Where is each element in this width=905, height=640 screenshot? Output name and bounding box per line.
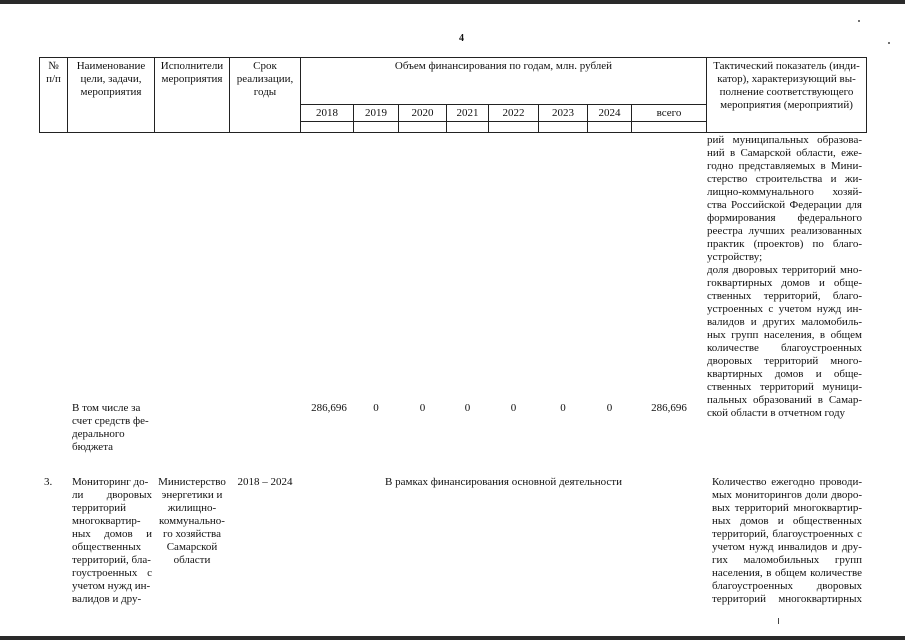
subtotal-value-2022: 0	[510, 402, 517, 414]
text-line: пальных образований в Самар-	[707, 394, 862, 406]
header-year-2024: 2024	[598, 107, 621, 119]
row3-indicator: Количество ежегодно проводи- мых мониторингов доли дворо- вых территорий многоквартир- ных домов и общественных территорий, благоустроенных с учетом нужд инвалидов и дру- гих маломобильных групп населения, в общем количестве благоустроенных дворовых территорий многоквартирных	[712, 476, 862, 605]
text-line: практик (проектов) по благо-	[707, 238, 862, 250]
header-funding: Объем финансирования по годам, млн. рублей	[394, 60, 613, 72]
text-line: ства Российской Федерации для	[707, 199, 862, 211]
header-term: Срок реализации, годы	[236, 60, 294, 98]
text-line: ской области в отчетном году	[707, 407, 846, 419]
scan-speck	[778, 618, 779, 624]
text-line: лищно-коммунального хозяй-	[707, 186, 862, 198]
text-line: дворовых территорий много-	[707, 355, 862, 367]
page-number: 4	[459, 33, 464, 44]
text-line: формирования федерального	[707, 212, 862, 224]
row3-number: 3.	[44, 476, 53, 488]
text-line: годно представляемых в Мини-	[707, 160, 862, 172]
header-year-2018: 2018	[316, 107, 338, 119]
text-line: стерство строительства и жи-	[707, 173, 862, 185]
text-line: ственных территорий муници-	[707, 381, 862, 393]
text-line: доля дворовых территорий мно-	[707, 264, 862, 276]
text-line: ственных территорий, благо-	[707, 290, 862, 302]
text-line: количестве благоустроенных	[707, 342, 862, 354]
header-name: Наименование цели, задачи, мероприятия	[76, 60, 146, 98]
subtotal-value-2018: 286,696	[311, 402, 347, 414]
text-line: ных групп населения, в общем	[707, 329, 862, 341]
header-year-2022: 2022	[502, 107, 525, 119]
text-line: квартирных домов и обще-	[707, 368, 862, 380]
subtotal-value-total: 286,696	[651, 402, 687, 414]
header-indicator: Тактический показатель (инди- катор), характеризующий вы- полнение соответствующего мероприятия (мероприятий)	[713, 60, 860, 111]
indicator-continuation	[707, 134, 862, 420]
subtotal-value-2023: 0	[560, 402, 566, 414]
scan-border-bottom	[0, 636, 905, 640]
subtotal-value-2024: 0	[606, 402, 613, 414]
text-line: устройству;	[707, 251, 763, 263]
header-year-2023: 2023	[552, 107, 574, 119]
scan-speck	[888, 42, 890, 44]
header-year-2021: 2021	[456, 107, 479, 119]
header-year-2019: 2019	[365, 107, 387, 119]
scan-speck	[858, 20, 860, 22]
text-line: рий муниципальных образова-	[707, 134, 862, 146]
subtotal-value-2019: 0	[373, 402, 379, 414]
text-line: реестра лучших реализованных	[707, 225, 862, 237]
text-line: устроенных с учетом нужд ин-	[707, 303, 862, 315]
text-line: валидов и других маломобиль-	[707, 316, 862, 328]
row3-funding-note: В рамках финансирования основной деятельности	[385, 476, 622, 488]
row3-term: 2018 – 2024	[237, 476, 293, 488]
subtotal-value-2021: 0	[464, 402, 471, 414]
header-year-total: всего	[656, 107, 682, 119]
text-line: ний в Самарской области, еже-	[707, 147, 862, 159]
header-year-2020: 2020	[411, 107, 434, 119]
header-number: № п/п	[46, 60, 61, 85]
text-line: гоквартирных домов и обще-	[707, 277, 862, 289]
header-executors: Исполнители мероприятия	[160, 60, 224, 85]
subtotal-name: В том числе за счет средств фе- дерального бюджета	[72, 402, 149, 453]
scan-border-top	[0, 0, 905, 4]
row3-executors: Министерство энергетики и жилищно- коммунально- го хозяйства Самарской области	[158, 476, 226, 566]
row3-name: Мониторинг до- ли дворовых территорий многоквартир- ных домов и общественных территорий, бла- гоустроенных с учетом нужд ин- валидов и дру-	[72, 476, 152, 605]
subtotal-value-2020: 0	[419, 402, 426, 414]
